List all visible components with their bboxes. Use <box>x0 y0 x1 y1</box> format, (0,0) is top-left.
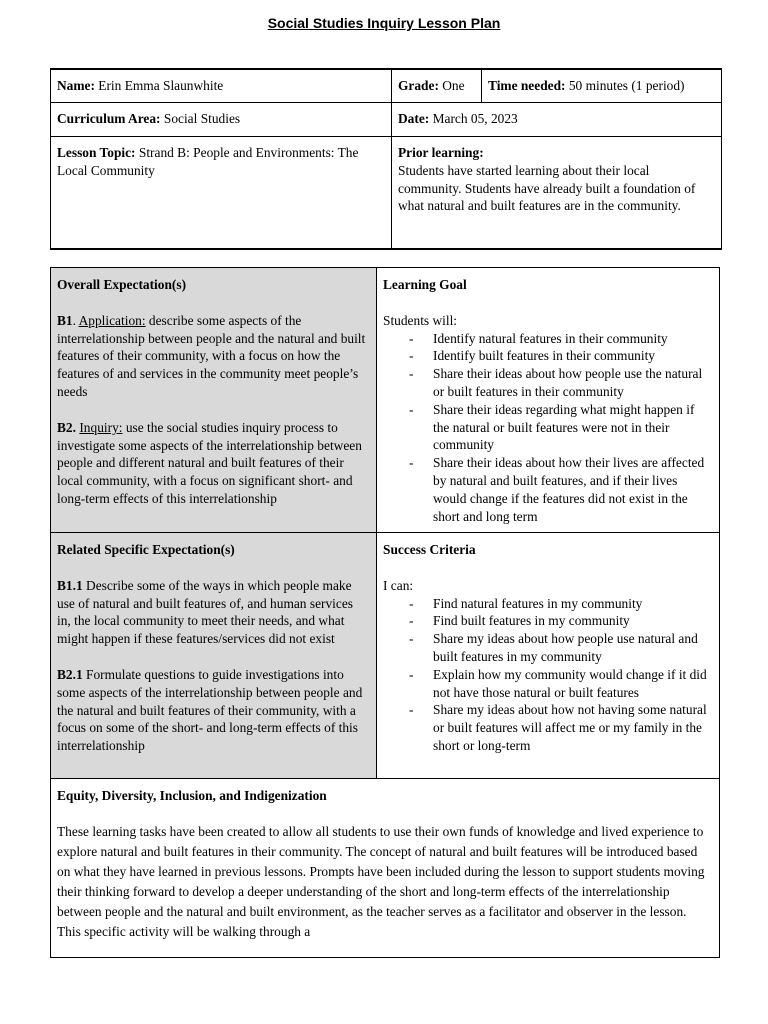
list-item: - Share their ideas about how people use the natural or built features in their community <box>409 365 713 401</box>
b2-1-text: Formulate questions to guide investigations into some aspects of the interrelationship between people and the natural and built features of their community, with a focus on some of the short- and long-term effects of this interrelationship <box>57 666 363 754</box>
b2-text: use the social studies inquiry process to investigate some aspects of the interrelationship between people and different natural and built features of their local community, with a focus on significant short- and long-term effects of this interrelationship <box>57 419 362 506</box>
expectation-b1: B1. Application: describe some aspects of the interrelationship between people and the natural and built features of their community, with a focus on how the features of and services in the community meet people’s needs <box>57 312 366 399</box>
header-row-divider <box>51 102 721 103</box>
list-item: - Share their ideas regarding what might happen if the natural or built features were not in their community <box>409 401 713 454</box>
prior-learning-cell <box>392 144 718 215</box>
table-row-divider <box>51 532 719 533</box>
header-table <box>50 68 722 250</box>
success-criteria-cell <box>377 541 719 755</box>
list-item: - Share my ideas about how people use natural and built features in my community <box>409 630 713 666</box>
overall-heading: Overall Expectation(s) <box>57 277 187 292</box>
expectation-b2-1 <box>57 666 367 755</box>
learning-goal-cell <box>377 276 719 525</box>
list-item: - Find natural features in my community <box>409 595 713 613</box>
curriculum-value: Social Studies <box>163 111 241 126</box>
success-criteria-heading: Success Criteria <box>383 542 476 557</box>
expectation-b1-1 <box>57 577 367 648</box>
list-item: - Share my ideas about how not having some natural or built features will affect me or my family in the short or long-term <box>409 701 713 754</box>
equity-cell <box>51 786 719 942</box>
b2-1-code: B2.1 <box>57 666 83 682</box>
date-label: Date: <box>398 111 430 126</box>
time-label: Time needed: <box>488 78 566 93</box>
list-item: - Share their ideas about how their lives are affected by natural and built features, and if their lives would change if the features did not exist in the short and long term <box>409 454 713 525</box>
success-criteria-list <box>383 595 713 755</box>
header-row-divider <box>51 136 721 137</box>
topic-label: Lesson Topic: <box>57 145 136 160</box>
prior-learning-text: Students have started learning about their local community. Students have already built a foundation of what natural and built features are in the community. <box>398 162 696 214</box>
b1-code: B1 <box>57 312 73 328</box>
grade-value: One <box>442 78 465 93</box>
specific-heading: Related Specific Expectation(s) <box>57 542 235 557</box>
document-title: Social Studies Inquiry Lesson Plan <box>267 15 501 31</box>
b1-1-code: B1.1 <box>57 577 83 593</box>
time-value: 50 minutes (1 period) <box>568 78 685 93</box>
b1-1-text: Describe some of the ways in which people make use of natural and built features of, and human services in, the local community to meet their needs, and what might happen if these features/services did not exist <box>57 577 353 647</box>
curriculum-cell <box>51 110 391 128</box>
list-item: - Explain how my community would change if it did not have those natural or built features <box>409 666 713 702</box>
list-item: - Identify natural features in their community <box>409 330 713 348</box>
specific-expectations-cell <box>51 541 373 755</box>
topic-cell <box>51 144 381 180</box>
topic-value: Strand B: People and Environments: The Local Community <box>57 145 359 178</box>
list-item: - Find built features in my community <box>409 612 713 630</box>
b2-label: Inquiry: <box>79 419 123 435</box>
b1-text: describe some aspects of the interrelationship between people and the natural and built features of their community, with a focus on how the features of and services in the community meet people’s needs <box>57 312 366 399</box>
b2-code: B2. <box>57 419 76 435</box>
grade-label: Grade: <box>398 78 439 93</box>
success-criteria-intro: I can: <box>383 577 414 593</box>
grade-cell <box>392 77 482 95</box>
time-cell <box>482 77 722 95</box>
name-cell <box>51 77 391 95</box>
list-item: - Identify built features in their community <box>409 347 713 365</box>
curriculum-label: Curriculum Area: <box>57 111 161 126</box>
b1-label: Application: <box>78 312 146 328</box>
prior-learning-label: Prior learning: <box>398 145 484 160</box>
equity-heading: Equity, Diversity, Inclusion, and Indigenization <box>57 788 327 803</box>
expectations-table <box>50 267 720 958</box>
teacher-name: Erin Emma Slaunwhite <box>98 78 224 93</box>
equity-text: These learning tasks have been created to allow all students to use their own funds of knowledge and lived experience to explore natural and built features in their community. The concept of natural and built features will be introduced based on what they have learned in previous lessons. Prompts have been included during the lesson to support students moving their thinking forward to develop a deeper understanding of the short and long-term effects of the interrelationship between people and the natural and built environment, as the teacher serves as a facilitator and observer in the lesson. This specific activity will be walking through a <box>57 824 705 939</box>
expectation-b2 <box>57 419 367 508</box>
date-cell <box>392 110 722 128</box>
overall-expectations-cell <box>51 276 373 508</box>
name-label: Name: <box>57 78 95 93</box>
date-value: March 05, 2023 <box>432 111 518 126</box>
table-row-divider <box>51 778 719 779</box>
learning-goal-list <box>383 330 713 526</box>
learning-goal-intro: Students will: <box>383 312 458 328</box>
learning-goal-heading: Learning Goal <box>383 277 467 292</box>
